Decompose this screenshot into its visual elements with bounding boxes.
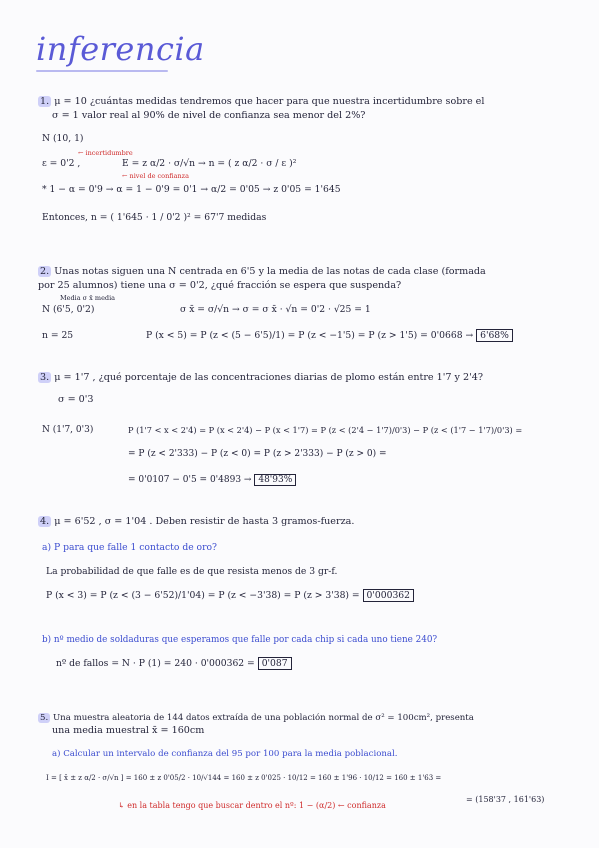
problem-2-number: 2. <box>40 266 50 277</box>
problem-4b-calc <box>56 658 292 670</box>
problem-5a-question: a) Calcular un intervalo de confianza del 95 por 100 para la media poblacional. <box>52 749 398 759</box>
problem-2-probability <box>146 330 513 342</box>
problem-5-text-line2: una media muestral x̄ = 160cm <box>52 725 205 736</box>
problem-3-statement <box>38 372 483 384</box>
problem-2-distribution: N (6'5, 0'2) <box>42 304 95 315</box>
problem-4a-answer: 0'000362 <box>363 589 414 602</box>
problem-2-text-line2: por 25 alumnos) tiene una σ = 0'2, ¿qué fracción se espera que suspenda? <box>38 280 402 291</box>
problem-3-number: 3. <box>40 372 50 383</box>
problem-5-note: ↳ en la tabla tengo que buscar dentro el nº: 1 − (α/2) ← confianza <box>118 801 386 810</box>
problem-5-interval: = (158'37 , 161'63) <box>466 795 545 804</box>
problem-1-result: Entonces, n = ( 1'645 · 1 / 0'2 )² = 67'7 medidas <box>42 212 267 223</box>
problem-1-text-line2: σ = 1 valor real al 90% de nivel de confianza sea menor del 2%? <box>52 110 366 121</box>
problem-4a-text: La probabilidad de que falle es de que resista menos de 3 gr-f. <box>46 566 338 577</box>
problem-2-notes: Media σ x̄ media <box>60 294 116 302</box>
problem-3-answer: 48'93% <box>254 474 296 486</box>
problem-1-epsilon: ε = 0'2 , <box>42 158 81 169</box>
problem-5-formula: I = [ x̄ ± z α/2 · σ/√n ] = 160 ± z 0'05/2 · 10/√144 = 160 ± z 0'025 · 10/12 = 160 ± 1'96 · 10/12 = 160 ± 1'63 = <box>46 774 442 782</box>
problem-3-line2: = P (z < 2'333) − P (z < 0) = P (z > 2'333) − P (z > 0) = <box>128 449 387 459</box>
problem-1-distribution: N (10, 1) <box>42 133 84 144</box>
problem-1-text-line1: μ = 10 ¿cuántas medidas tendremos que hacer para que nuestra incertidumbre sobre el <box>54 96 485 107</box>
page-title: inferencia <box>36 30 205 72</box>
problem-1-statement <box>38 96 484 108</box>
problem-1-number: 1. <box>40 96 50 107</box>
problem-4b-question: b) nº medio de soldaduras que esperamos que falle por cada chip si cada uno tiene 240? <box>42 635 438 645</box>
problem-3-text-line1: μ = 1'7 , ¿qué porcentaje de las concentraciones diarias de plomo están entre 1'7 y 2'4? <box>54 372 484 383</box>
problem-2-text-line1: Unas notas siguen una N centrada en 6'5 y la media de las notas de cada clase (formada <box>54 266 486 277</box>
problem-4b-answer: 0'087 <box>258 657 292 670</box>
problem-5-statement <box>38 712 474 724</box>
problem-3-line1: P (1'7 < x < 2'4) = P (x < 2'4) − P (x < 1'7) = P (z < (2'4 − 1'7)/0'3) − P (z < (1'7 − 1'7)/0'3) = <box>128 425 523 435</box>
problem-3-line3-text: = 0'0107 − 0'5 = 0'4893 → <box>128 475 252 485</box>
problem-1-alpha: * 1 − α = 0'9 → α = 1 − 0'9 = 0'1 → α/2 = 0'05 → z 0'05 = 1'645 <box>42 184 341 195</box>
problem-3-line3 <box>128 474 296 486</box>
problem-2-prob-text: P (x < 5) = P (z < (5 − 6'5)/1) = P (z < −1'5) = P (z > 1'5) = 0'0668 → <box>146 330 474 341</box>
problem-5-text-line1: Una muestra aleatoria de 144 datos extraída de una población normal de σ² = 100cm², presenta <box>52 713 474 723</box>
problem-5-number: 5. <box>40 713 49 723</box>
problem-4-statement <box>38 516 354 528</box>
problem-4-text-line1: μ = 6'52 , σ = 1'04 . Deben resistir de hasta 3 gramos-fuerza. <box>54 516 355 527</box>
problem-3-sigma: σ = 0'3 <box>58 394 94 405</box>
problem-3-distribution: N (1'7, 0'3) <box>42 425 94 435</box>
problem-4a-question: a) P para que falle 1 contacto de oro? <box>42 542 217 553</box>
problem-2-statement <box>38 266 486 278</box>
problem-2-n: n = 25 <box>42 330 74 341</box>
problem-4b-calc-text: nº de fallos = N · P (1) = 240 · 0'000362 = <box>56 658 255 669</box>
problem-2-answer: 6'68% <box>476 329 513 342</box>
problem-1-formula-e: E = z α/2 · σ/√n → n = ( z α/2 · σ / ε )² <box>122 158 297 169</box>
problem-2-sigma: σ x̄ = σ/√n → σ = σ x̄ · √n = 0'2 · √25 = 1 <box>180 304 371 315</box>
problem-1-note-confianza: ← nivel de confianza <box>122 172 189 180</box>
problem-4a-prob-text: P (x < 3) = P (z < (3 − 6'52)/1'04) = P (z < −3'38) = P (z > 3'38) = <box>46 590 360 601</box>
problem-1-note-incertidumbre: ← incertidumbre <box>78 149 133 157</box>
problem-4a-probability <box>46 590 414 602</box>
problem-4-number: 4. <box>40 516 50 527</box>
